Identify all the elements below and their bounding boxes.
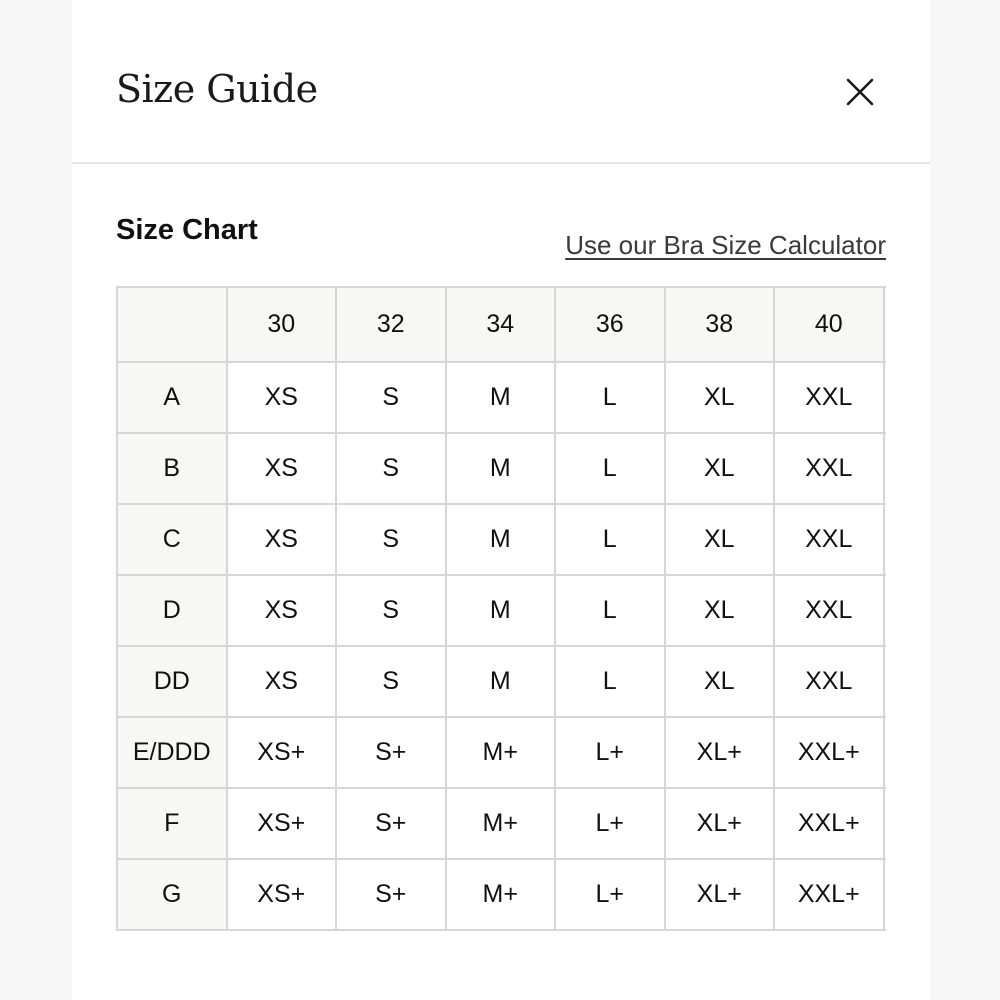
table-row (117, 717, 886, 788)
size-cell (884, 362, 887, 433)
size-cell: S+ (336, 717, 446, 788)
size-cell: XS+ (227, 859, 337, 930)
size-guide-panel (72, 0, 930, 1000)
size-cell: M (446, 504, 556, 575)
size-cell: XS (227, 575, 337, 646)
band-size-header: 30 (227, 287, 337, 362)
size-cell (884, 859, 887, 930)
size-cell: M (446, 362, 556, 433)
size-cell: XS (227, 433, 337, 504)
band-size-header: 32 (336, 287, 446, 362)
band-size-header: 40 (774, 287, 884, 362)
cup-size-header: F (117, 788, 227, 859)
size-cell: M (446, 646, 556, 717)
size-cell: XXL+ (774, 788, 884, 859)
size-cell: XXL+ (774, 859, 884, 930)
size-cell (884, 717, 887, 788)
close-icon (840, 72, 880, 112)
size-cell: S (336, 504, 446, 575)
band-size-header: 38 (665, 287, 775, 362)
band-size-header: 34 (446, 287, 556, 362)
size-cell: XL+ (665, 859, 775, 930)
size-table (116, 286, 886, 931)
table-row (117, 575, 886, 646)
size-cell: XXL (774, 646, 884, 717)
size-cell: L (555, 575, 665, 646)
bra-size-calculator-link[interactable]: Use our Bra Size Calculator (565, 230, 886, 260)
size-cell: XS (227, 362, 337, 433)
table-row (117, 859, 886, 930)
table-row (117, 362, 886, 433)
cup-size-header: E/DDD (117, 717, 227, 788)
size-guide-header (72, 0, 930, 164)
size-cell (884, 646, 887, 717)
table-row (117, 646, 886, 717)
table-row (117, 433, 886, 504)
table-header-row (117, 287, 886, 362)
size-cell (884, 788, 887, 859)
table-row (117, 504, 886, 575)
band-size-header (884, 287, 887, 362)
size-chart-heading: Size Chart (116, 214, 258, 246)
size-cell: XL (665, 646, 775, 717)
size-cell: XL+ (665, 788, 775, 859)
cup-size-header: DD (117, 646, 227, 717)
size-cell: XS+ (227, 788, 337, 859)
size-cell: XL (665, 575, 775, 646)
size-cell: L+ (555, 717, 665, 788)
size-cell: XXL+ (774, 717, 884, 788)
band-size-header: 36 (555, 287, 665, 362)
size-cell: XXL (774, 362, 884, 433)
size-cell: XXL (774, 504, 884, 575)
cup-size-header: B (117, 433, 227, 504)
size-cell: S+ (336, 788, 446, 859)
size-cell: L (555, 433, 665, 504)
size-cell: L+ (555, 788, 665, 859)
close-button[interactable] (840, 72, 880, 112)
size-cell: XL (665, 433, 775, 504)
size-cell: XS+ (227, 717, 337, 788)
table-corner-cell (117, 287, 227, 362)
size-cell: M (446, 433, 556, 504)
size-cell: M+ (446, 859, 556, 930)
size-cell (884, 433, 887, 504)
size-cell: L+ (555, 859, 665, 930)
size-cell: XL (665, 362, 775, 433)
size-table-scroll[interactable] (116, 286, 886, 931)
size-cell: S (336, 575, 446, 646)
size-cell: L (555, 362, 665, 433)
page-title: Size Guide (116, 67, 318, 111)
size-cell: L (555, 504, 665, 575)
size-cell: S+ (336, 859, 446, 930)
size-cell: M+ (446, 717, 556, 788)
size-cell: S (336, 646, 446, 717)
size-cell: S (336, 433, 446, 504)
size-cell: XXL (774, 433, 884, 504)
table-row (117, 788, 886, 859)
cup-size-header: A (117, 362, 227, 433)
size-cell (884, 504, 887, 575)
size-cell: XL (665, 504, 775, 575)
size-cell: S (336, 362, 446, 433)
size-cell: XL+ (665, 717, 775, 788)
size-cell (884, 575, 887, 646)
cup-size-header: D (117, 575, 227, 646)
size-cell: M+ (446, 788, 556, 859)
size-cell: L (555, 646, 665, 717)
size-cell: XS (227, 646, 337, 717)
cup-size-header: G (117, 859, 227, 930)
cup-size-header: C (117, 504, 227, 575)
size-cell: XS (227, 504, 337, 575)
size-cell: XXL (774, 575, 884, 646)
size-cell: M (446, 575, 556, 646)
